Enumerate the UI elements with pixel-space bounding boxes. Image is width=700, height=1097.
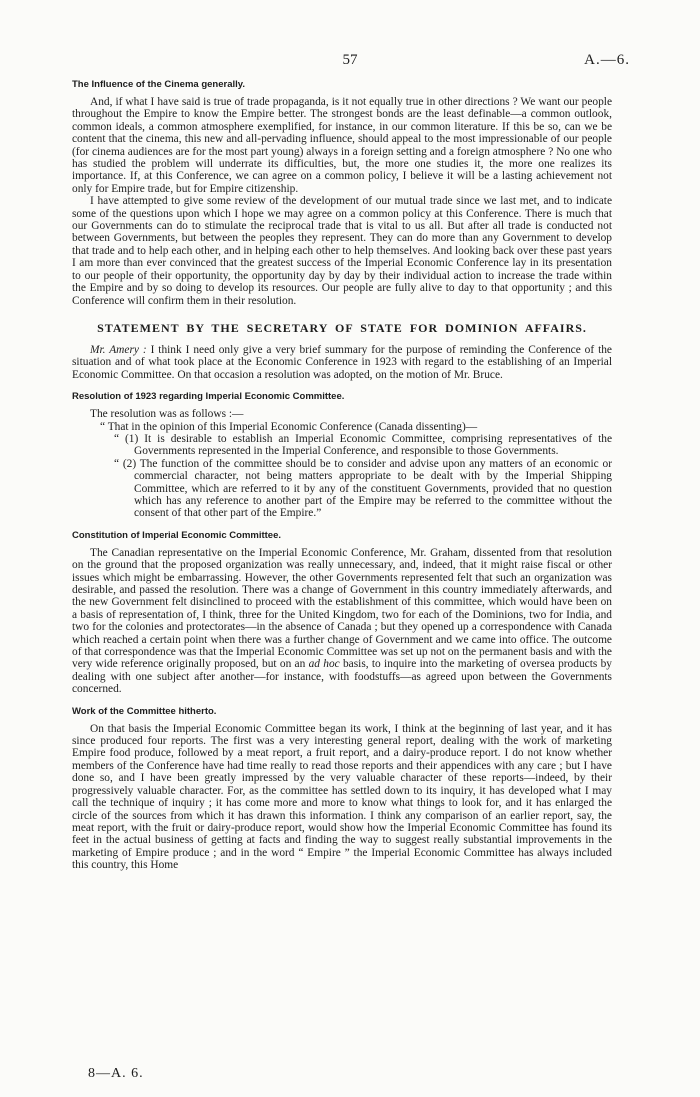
section-heading-cinema: The Influence of the Cinema generally. [72,79,245,90]
resolution-intro: The resolution was as follows :— [90,408,244,421]
document-body [72,79,612,872]
paragraph-cinema-1: And, if what I have said is true of trade propaganda, is it not equally true in other directions ? We want our people throughout the Empire to know the Empire better. The strongest bonds are the least definable—a common outlook, common ideals, a common atmosphere exemplified, for instance, in our common literature. If this be so, can we be content that the cinema, this new and all-pervading influence, should appeal to the most impressionable of our people (for cinema audiences are for the most part young) always in a foreign setting and a foreign atmosphere ? No one who has studied the problem will underrate its difficulties, but, the more one studies it, the more one realizes its importance. If, at this Conference, we can agree on a common policy, I believe it will be a lasting achievement not only for Empire trade, but for Empire citizenship. [72,96,612,195]
paragraph-cinema-2: I have attempted to give some review of the development of our mutual trade since we last met, and to indicate some of the questions upon which I hope we may agree on a common policy at this Conference. There is much that our Governments can do to stimulate the reciprocal trade that is vital to us all. But after all trade is conducted not between Governments, but between the peoples they represent. They can do more than any Government to develop that trade and to help each other, and in helping each other to help themselves. And looking back over these past years I am more than ever convinced that the greatest success of the Imperial Economic Conference lay in its presentation to our people of their opportunity, the opportunity day by day by their individual action to increase the trade within the Empire and by so doing to develop its resources. Our people are fully alive to day to that opportunity ; and this Conference will confirm them in their resolution. [72,195,612,307]
paragraph-statement [72,344,612,381]
constitution-text: The Canadian representative on the Imperial Economic Conference, Mr. Graham, dissented from that resolution on the ground that the proposed organization was really unnecessary, and, indeed, that it might raise fiscal or other issues which might be embarrassing. However, the other Governments represented felt that such an organization was desirable, and passed the resolution. There was a change of Government in this country immediately afterwards, and the new Government felt disinclined to proceed with the establishment of this committee, which would have been on a basis of representation of, I think, three for the United Kingdom, two for each of the Dominions, two for India, and two for the colonies and protectorates—in the absence of Canada ; but they opened up a correspondence with Canada which reached a certain point when there was a further change of Government and we came into office. The outcome of that correspondence was that the Imperial Economic Committee was set up not on the permanent basis and with the very wide reference originally proposed, but on an [72,546,612,671]
section-heading-resolution: Resolution of 1923 regarding Imperial Economic Committee. [72,391,345,403]
constitution-italic: ad hoc [308,658,340,671]
resolution-item-2: “ (2) The function of the committee should be to consider and advise upon any matters of an economic or commercial character, not being matters appropriate to be dealt with by the Imperial Shipping Committee, which are referred to it by any of the constituent Governments, provided that no question which has any reference to another part of the Empire may be referred to the committee without the consent of that other part of the Empire.” [114,457,612,520]
paragraph-work: On that basis the Imperial Economic Committee began its work, I think at the beginning of last year, and it has since produced four reports. The first was a very interesting general report, dealing with the work of marketing Empire food produce, followed by a meat report, a fruit report, and a dairy-produce report. I do not know whether members of the Conference have had time really to read those reports and their appendices with any care ; but I have done so, and I have been greatly impressed by the very valuable character of these reports—indeed, by their progressively valuable character. For, as the committee has settled down to its inquiry, it has developed what I may call the technique of inquiry ; it has come more and more to know what things to look for, and it has enlarged the circle of the sources from which it has drawn this information. I think any comparison of an earlier report, say, the meat report, with the fruit or dairy-produce report, would show how the Imperial Economic Committee has found its feet in the actual business of getting at facts and finding the way to suggest really substantial improvements in the marketing of Empire produce ; and in the word “ Empire ” the Imperial Economic Committee has always included this country, this Home [72,722,612,872]
speaker-name: Mr. Amery : [90,343,147,356]
resolution-line: “ That in the opinion of this Imperial Economic Conference (Canada dissenting)— [100,420,478,433]
page-number: 57 [342,52,358,68]
constitution-text-end: basis, to inquire into the marketing of oversea products by dealing with one subject after another—for instance, with foodstuffs—as agreed upon between the Governments concerned. [72,658,612,696]
document-reference: A.—6. [584,52,630,68]
paragraph-constitution [72,547,612,696]
statement-text: I think I need only give a very brief summary for the purpose of reminding the Conference of the situation and of what took place at the Economic Conference in 1923 with regard to the establishing of an Imperial Economic Committee. On that occasion a resolution was adopted, on the motion of Mr. Bruce. [72,343,612,381]
resolution-item-1: “ (1) It is desirable to establish an Imperial Economic Committee, comprising representatives of the Governments represented in the Imperial Conference, and responsible to those Governments. [114,432,612,458]
statement-title: STATEMENT BY THE SECRETARY OF STATE FOR DOMINION AFFAIRS. [97,320,587,335]
section-heading-constitution: Constitution of Imperial Economic Committee. [72,529,282,541]
page-signature: 8—A. 6. [88,1066,144,1081]
section-heading-work: Work of the Committee hitherto. [72,705,217,717]
